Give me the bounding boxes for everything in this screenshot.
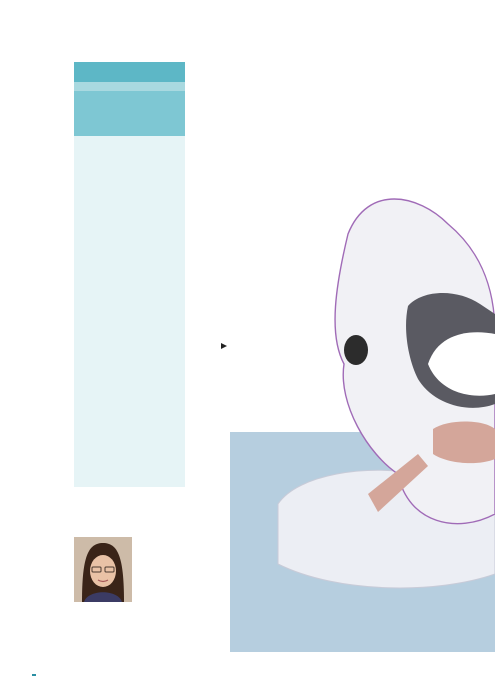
penguin-scarf — [433, 422, 495, 464]
french-knots-section-title — [74, 118, 185, 127]
fractionals-section-title — [74, 127, 185, 136]
reader-photo — [74, 537, 132, 602]
center-row-marker — [221, 343, 227, 349]
bear-nose — [344, 335, 368, 365]
thread-key-panel — [74, 62, 185, 487]
cross-stitch-chart — [218, 34, 495, 660]
key-notes — [74, 152, 185, 158]
key-column-headers — [74, 82, 185, 91]
magazine-logo — [32, 674, 36, 676]
key-title — [74, 62, 185, 82]
cross-stitch-section-title — [74, 91, 185, 100]
backstitch-one-section-title — [74, 100, 185, 109]
page-footer — [28, 674, 40, 676]
reader-portrait-illustration — [74, 537, 132, 602]
backstitch-two-section-title — [74, 109, 185, 118]
